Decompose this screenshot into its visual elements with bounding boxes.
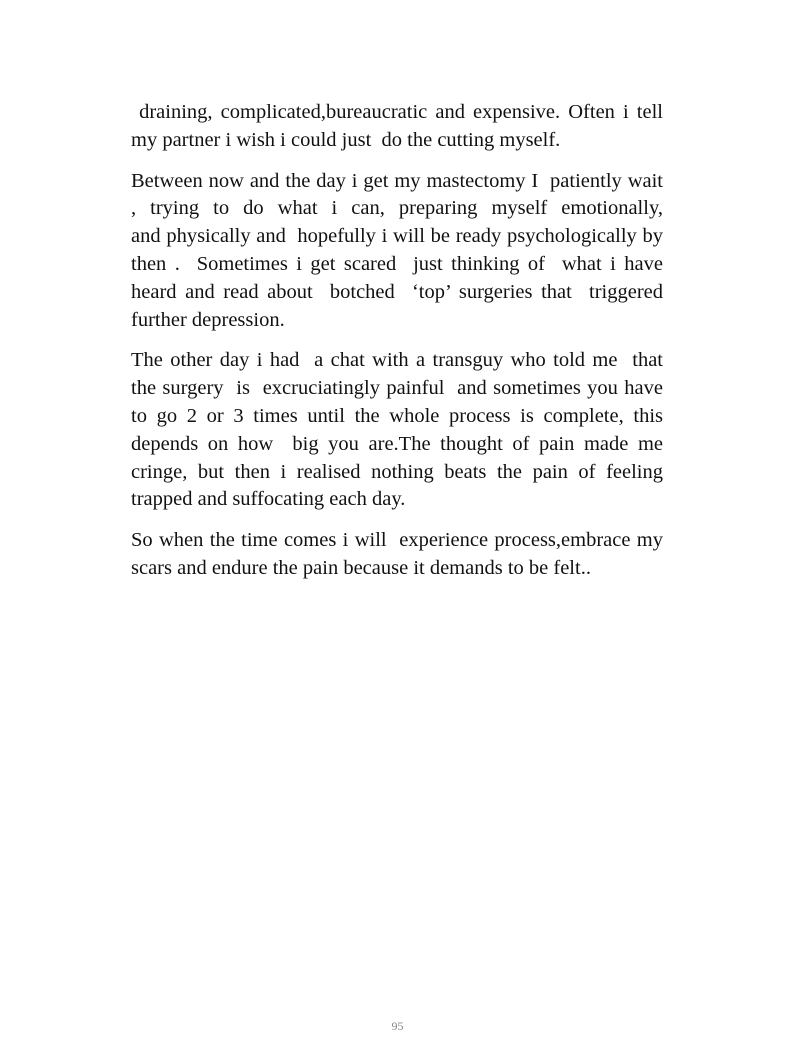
paragraph-3: The other day i had a chat with a transguy who told me that the surgery is excruciatingly painful and sometimes you have to go 2 or 3 times until the whole process is complete, this depends on how big you are.The thought of pain made me cringe, but then i realised nothing beats the pain of feeling trapped and suffocating each day. xyxy=(131,349,674,511)
paragraph-1: draining, complicated,bureaucratic and expensive. Often i tell my partner i wish i could just do the cutting myself. xyxy=(131,101,669,151)
body-text xyxy=(131,99,674,596)
paragraph-4: So when the time comes i will experience process,embrace my scars and endure the pain because it demands to be felt.. xyxy=(131,529,669,579)
paragraph-2: Between now and the day i get my mastectomy I patiently wait , trying to do what i can, preparing myself emotionally, and physically and hopefully i will be ready psychologically by then . Sometimes i get scared just thinking of what i have heard and read about botched ‘top’ surgeries that triggered further depression. xyxy=(131,169,674,331)
page-number: 95 xyxy=(391,1019,404,1033)
